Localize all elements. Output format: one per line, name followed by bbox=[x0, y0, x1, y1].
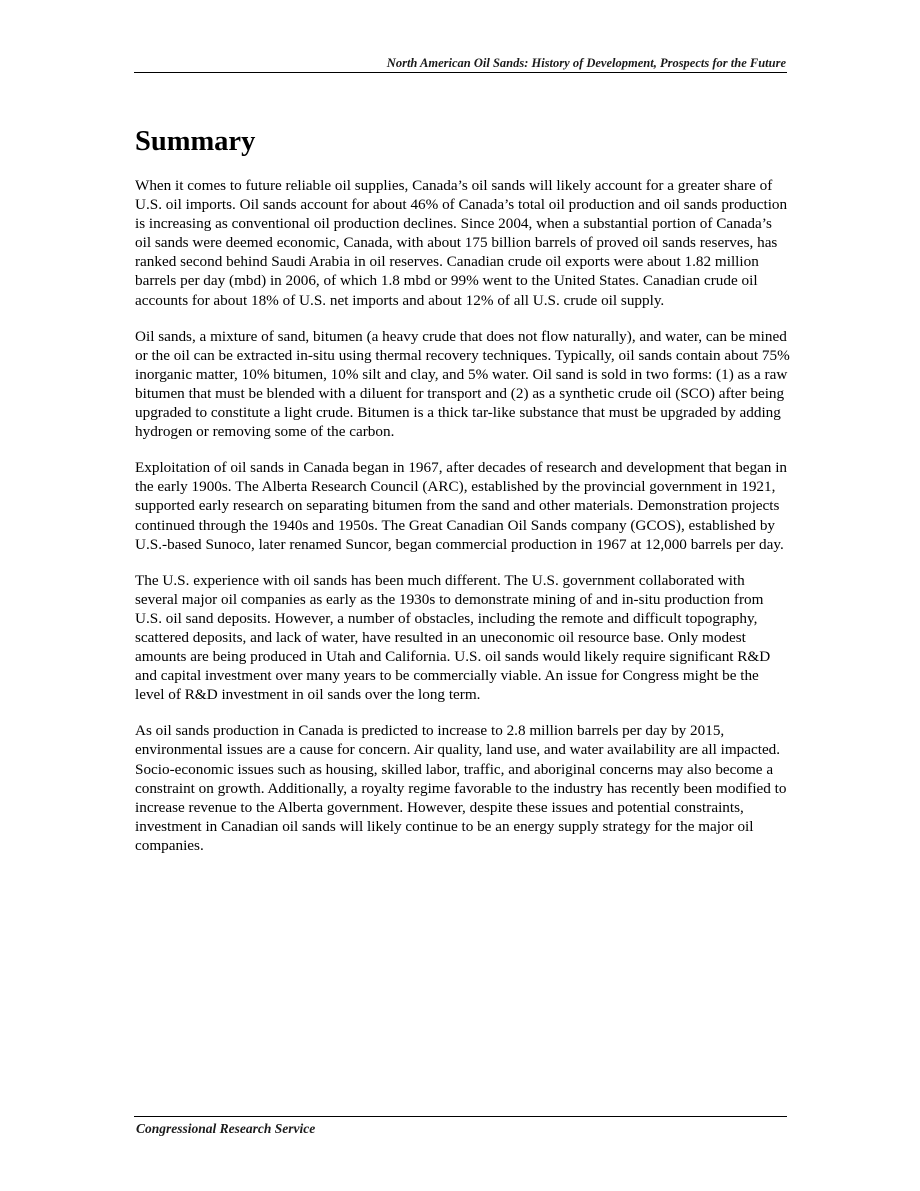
summary-paragraph-canada-history: Exploitation of oil sands in Canada began in 1967, after decades of research and development that began in the early 1900s. The Alberta Research Council (ARC), established by the provincial government in 1921, supported early research on separating bitumen from the sand and other materials. Demonstration projects continued through the 1940s and 1950s. The Great Canadian Oil Sands company (GCOS), established by U.S.-based Sunoco, later renamed Suncor, began commercial production in 1967 at 12,000 barrels per day. bbox=[135, 459, 788, 553]
footer-divider bbox=[134, 1116, 787, 1117]
summary-paragraph-oil-imports: When it comes to future reliable oil supplies, Canada’s oil sands will likely account for a greater share of U.S. oil imports. Oil sands account for about 46% of Canada’s total oil production and oil sands production is increasing as conventional oil production declines. Since 2004, when a substantial portion of Canada’s oil sands were deemed economic, Canada, with about 175 billion barrels of proved oil sands reserves, has ranked second behind Saudi Arabia in oil reserves. Canadian crude oil exports were about 1.82 million barrels per day (mbd) in 2006, of which 1.8 mbd or 99% went to the United States. Canadian crude oil accounts for about 18% of U.S. net imports and about 12% of all U.S. crude oil supply. bbox=[135, 177, 788, 309]
running-footer: Congressional Research Service bbox=[136, 1121, 316, 1136]
header-divider bbox=[134, 72, 787, 73]
summary-paragraph-us-experience: The U.S. experience with oil sands has been much different. The U.S. government collaborated with several major oil companies as early as the 1930s to demonstrate mining of and in-situ production from U.S. oil sand deposits. However, a number of obstacles, including the remote and difficult topography, scattered deposits, and lack of water, have resulted in an uneconomic oil resource base. Only modest amounts are being produced in Utah and California. U.S. oil sands would likely require significant R&D and capital investment over many years to be commercially viable. An issue for Congress might be the level of R&D investment in oil sands over the long term. bbox=[135, 571, 771, 704]
running-header: North American Oil Sands: History of Development, Prospects for the Future bbox=[386, 56, 786, 70]
summary-paragraph-environmental-issues: As oil sands production in Canada is predicted to increase to 2.8 million barrels per day by 2015, environmental issues are a cause for concern. Air quality, land use, and water availability are all impacted. Socio-economic issues such as housing, skilled labor, traffic, and aboriginal concerns may also become a constraint on growth. Additionally, a royalty regime favorable to the industry has recently been modified to increase revenue to the Alberta government. However, despite these issues and potential constraints, investment in Canadian oil sands will likely continue to be an energy supply strategy for the major oil companies. bbox=[135, 722, 787, 854]
page-title: Summary bbox=[135, 126, 256, 157]
summary-paragraph-oil-sands-composition: Oil sands, a mixture of sand, bitumen (a heavy crude that does not flow naturally), and water, can be mined or the oil can be extracted in-situ using thermal recovery techniques. Typically, oil sands contain about 75% inorganic matter, 10% bitumen, 10% silt and clay, and 5% water. Oil sand is sold in two forms: (1) as a raw bitumen that must be blended with a diluent for transport and (2) as a synthetic crude oil (SCO) after being upgraded to constitute a light crude. Bitumen is a thick tar-like substance that must be upgraded by adding hydrogen or removing some of the carbon. bbox=[135, 327, 790, 441]
summary-body bbox=[135, 176, 790, 872]
